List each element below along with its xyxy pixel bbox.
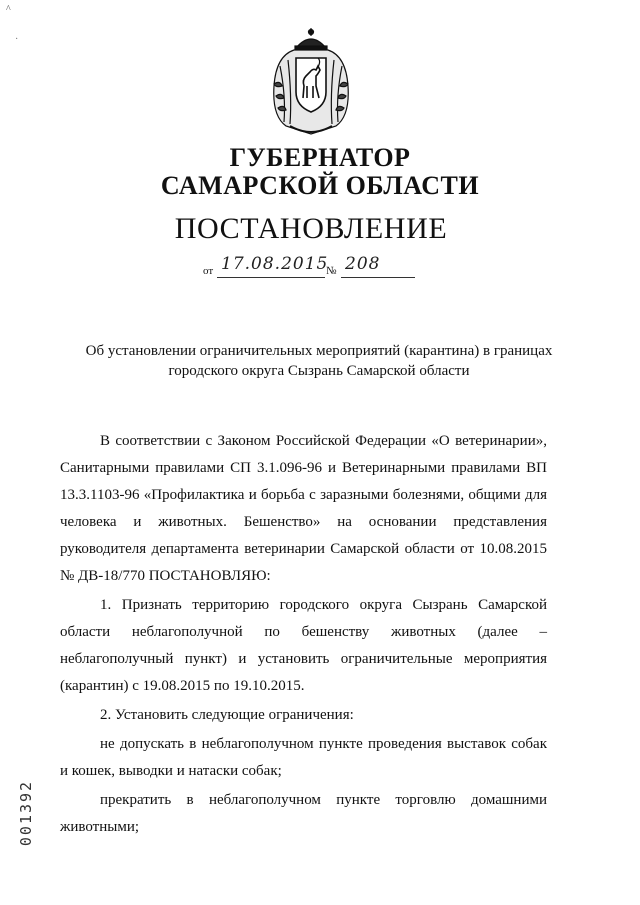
coat-of-arms-emblem [266, 26, 356, 138]
paragraph-restriction-2: прекратить в неблагополучном пункте торговлю домашними животными; [60, 792, 547, 835]
document-type-title: ПОСТАНОВЛЕНИЕ [174, 212, 448, 245]
paragraph-preamble: В соответствии с Законом Российской Федерации «О ветеринарии», Санитарными правилами СП 3.1.096-96 и Ветеринарными правилами ВП 13.3.1103-96 «Профилактика и борьба с заразными болезнями, общими для человека и животных. Бешенство» на основании представления руководителя департамента ветеринарии Самарской области от 10.08.2015 № ДВ-18/770 ПОСТАНОВЛЯЮ: [60, 433, 547, 584]
paragraph-item-2: 2. Установить следующие ограничения: [100, 707, 354, 723]
corner-mark: ^ [6, 4, 11, 15]
side-stamp-text: 001392 [17, 779, 35, 847]
header-title-line2: САМАРСКОЙ ОБЛАСТИ [160, 171, 480, 200]
document-subject: Об установлении ограничительных мероприятий (карантина) в границах городского округа Сызрань Самарской области [85, 343, 553, 379]
document-body [60, 428, 547, 841]
edge-dot: · [15, 34, 19, 45]
header-title-line1: ГУБЕРНАТОР [229, 143, 411, 172]
paragraph-item-1: 1. Признать территорию городского округа Сызрань Самарской области неблагополучной по бешенству животных (далее – неблагополучный пункт) и установить ограничительные мероприятия (карантин) с 19.08.2015 по 19.10.2015. [60, 597, 547, 694]
handwritten-date: 17.08.2015 [221, 254, 329, 274]
handwritten-number: 208 [345, 254, 381, 274]
date-from-label: от [203, 265, 214, 277]
paragraph-restriction-1: не допускать в неблагополучном пункте проведения выставок собак и кошек, выводки и натаски собак; [60, 736, 547, 779]
date-underline [217, 277, 325, 278]
number-underline [341, 277, 415, 278]
number-label: № [326, 265, 337, 277]
side-stamp-number [14, 780, 38, 852]
date-number-line [203, 254, 423, 280]
